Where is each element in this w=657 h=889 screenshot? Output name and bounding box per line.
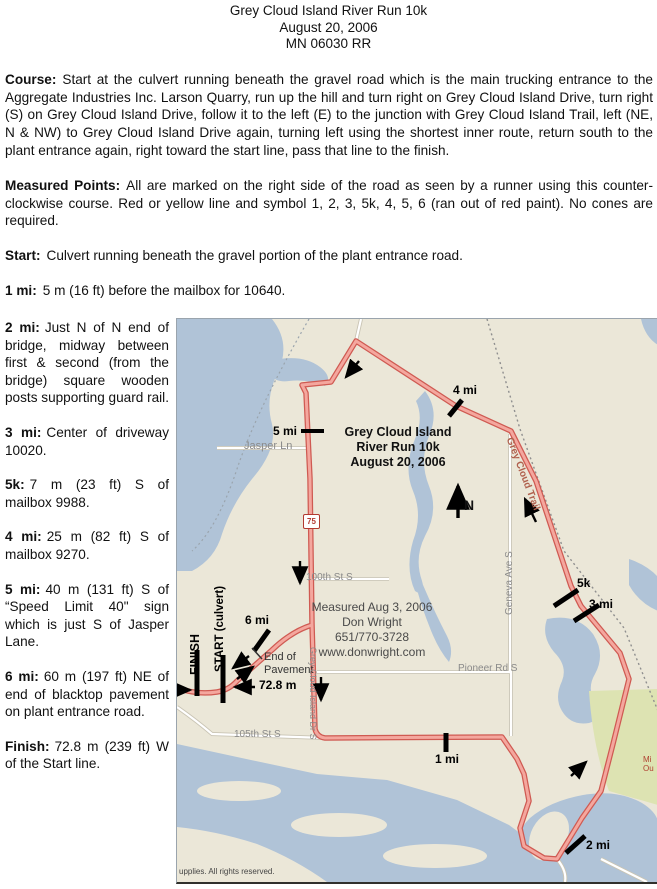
mile5-label: 5 mi:	[5, 581, 41, 597]
credit-website: www.donwright.com	[318, 645, 426, 659]
road-label-100th-st: 100th St S	[306, 572, 353, 583]
finish-text: 72.8 m (239 ft) W of the Start line.	[5, 738, 169, 772]
course-label: Course:	[5, 72, 57, 87]
mile4-label: 4 mi:	[5, 529, 42, 545]
doc-cert-number: MN 06030 RR	[285, 36, 372, 51]
road-label-jasper-ln: Jasper Ln	[244, 440, 293, 452]
map-graphics	[177, 319, 657, 882]
marker-4mi: 4 mi	[453, 383, 478, 397]
finish-line-label: FINISH	[188, 634, 202, 675]
finish-item	[5, 738, 169, 773]
compass-north-label: N	[464, 497, 475, 513]
marker-3mi: 3 mi	[589, 597, 614, 611]
road-label-pioneer-rd: Pioneer Rd S	[458, 663, 518, 674]
map-title-line1: Grey Cloud Island	[344, 425, 452, 439]
mile1-paragraph	[5, 282, 653, 300]
document-header	[0, 3, 657, 53]
start-text: Culvert running beneath the gravel portion of the plant entrance road.	[46, 248, 463, 263]
road-label-105th-st: 105th St S	[234, 729, 281, 740]
mile4-item	[5, 528, 169, 563]
measured-points-label: Measured Points:	[5, 178, 121, 193]
marker-5mi: 5 mi	[273, 424, 298, 438]
marker-2mi: 2 mi	[586, 838, 611, 852]
credit-date: Measured Aug 3, 2006	[311, 600, 433, 614]
mile3-item	[5, 424, 169, 459]
course-text: Start at the culvert running beneath the gravel road which is the main trucking entrance to the Aggregate Industries Inc. Larson Quarry, run up the hill and turn right on Grey Cloud Island Drive, turn right (S) on Grey Cloud Island Drive, follow it to the left (E) to the junction with Grey Cloud Island Trail, left (NE, N & NW) to Grey Cloud Island Drive again, turning left using the shortest inner route, return south to the plant entrance again, right toward the start line, pass that line to the finish.	[5, 72, 653, 158]
marker-6mi: 6 mi	[245, 613, 270, 627]
5k-item	[5, 476, 169, 511]
doc-title: Grey Cloud Island River Run 10k	[229, 3, 428, 18]
finish-offset-label: 72.8 m	[259, 678, 297, 692]
course-paragraph	[5, 71, 653, 160]
mile3-text: Center of driveway 10020.	[5, 424, 169, 458]
mile2-label: 2 mi:	[5, 320, 40, 335]
mile1-text: 5 m (16 ft) before the mailbox for 10640.	[42, 283, 286, 298]
start-paragraph	[5, 247, 653, 265]
road-label-geneva-ave: Geneva Ave S	[504, 551, 515, 615]
mile6-item	[5, 668, 169, 721]
mile3-label: 3 mi:	[5, 424, 42, 440]
mile6-text: 60 m (197 ft) NE of end of blacktop pavement on plant entrance road.	[5, 668, 170, 720]
course-map	[176, 318, 657, 884]
mile5-item	[5, 581, 169, 651]
start-label: Start:	[5, 248, 41, 263]
mile5-text: 40 m (131 ft) S of “Speed Limit 40" sign which is just S of Jasper Lane.	[5, 581, 169, 650]
measured-points-text: All are marked on the right side of the road as seen by a runner using this counter-clockwise course. Red or yellow line and symbol 1, 2, 3, 5k, 4, 5, 6 (ran out of red paint). No cones are required.	[5, 178, 653, 229]
end-of-pavement-label: End of Pavement	[264, 651, 314, 676]
mile1-label: 1 mi:	[5, 283, 37, 298]
left-column	[5, 319, 169, 790]
road-label-grey-cloud-island-dr: Grey Cloud Island Dr S	[308, 647, 318, 740]
doc-date: August 20, 2006	[279, 19, 378, 35]
mile2-item	[5, 319, 169, 407]
finish-label: Finish:	[5, 738, 50, 754]
marker-1mi: 1 mi	[435, 752, 460, 766]
5k-label: 5k:	[5, 477, 25, 493]
road-label-grey-cloud-trail: Grey Cloud Trail	[503, 436, 542, 513]
mile4-text: 25 m (82 ft) S of mailbox 9270.	[5, 529, 169, 562]
highway-75-shield: 75	[303, 514, 320, 529]
credit-name: Don Wright	[342, 615, 402, 629]
marker-5k: 5k	[577, 576, 591, 590]
map-title-line3: August 20, 2006	[350, 455, 446, 469]
mile6-label: 6 mi:	[5, 668, 39, 684]
start-line-label: START (culvert)	[214, 585, 226, 672]
credit-phone: 651/770-3728	[334, 630, 410, 644]
5k-text: 7 m (23 ft) S of mailbox 9988.	[5, 477, 169, 510]
measured-points-paragraph	[5, 177, 653, 230]
park-partial-label: Mi Ou	[643, 755, 654, 773]
map-copyright: upplies. All rights reserved.	[179, 867, 275, 876]
map-title-line2: River Run 10k	[356, 440, 440, 454]
mile2-text: Just N of N end of bridge, midway between first & second (from the bridge) square wooden posts supporting guard rail.	[5, 320, 169, 406]
